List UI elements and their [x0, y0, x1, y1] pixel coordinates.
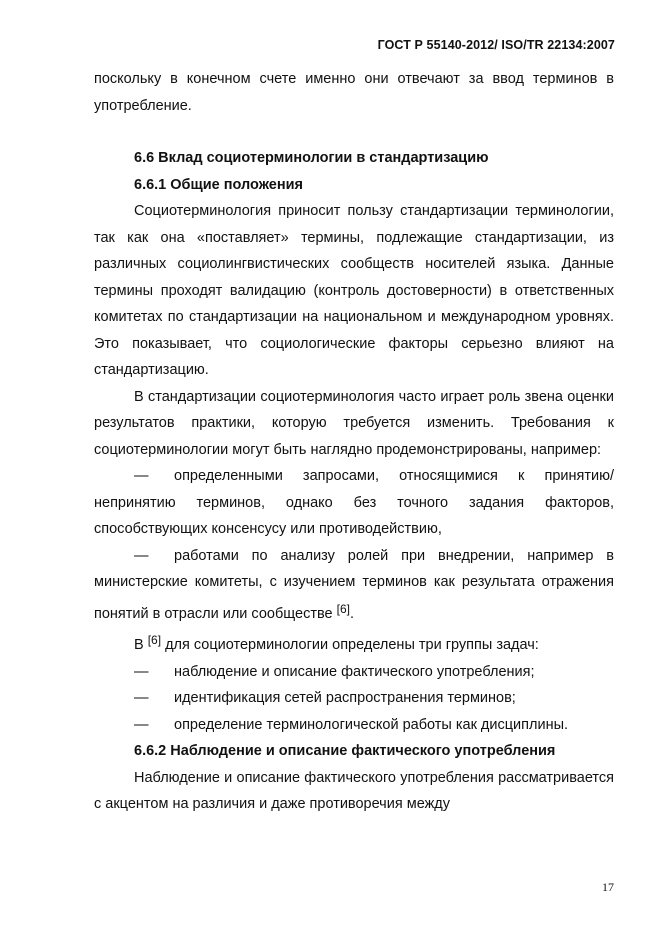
- reference-link: [6]: [336, 601, 350, 616]
- paragraph-suffix: для социотерминологии определены три группы задач:: [165, 637, 539, 653]
- list-item-text: наблюдение и описание фактического употребления;: [174, 663, 535, 680]
- list-item-role-analysis: [94, 543, 614, 628]
- spacer: [94, 119, 614, 145]
- paragraph-task-groups: [94, 627, 614, 659]
- standard-header: ГОСТ Р 55140-2012/ ISO/TR 22134:2007: [377, 38, 615, 52]
- dash-marker: —: [134, 663, 149, 680]
- list-item-text: работами по анализу ролей при внедрении, например в министерские комитеты, с изучением терминов как результата отражения понятий в отрасли или сообществе: [94, 547, 614, 622]
- section-heading-6-6-1: 6.6.1 Общие положения: [134, 176, 303, 193]
- dash-marker: —: [134, 547, 149, 564]
- body-text: [94, 66, 614, 818]
- list-item-text: определенными запросами, относящимися к принятию/непринятию терминов, однако без точного задания факторов, способствующих консенсусу или противодействию,: [94, 468, 614, 537]
- dash-marker: —: [134, 468, 149, 484]
- dash-marker: —: [134, 716, 149, 733]
- list-item-requests: [94, 463, 614, 543]
- list-item-end: .: [349, 605, 354, 622]
- section-heading-6-6-2: 6.6.2 Наблюдение и описание фактического употребления: [134, 743, 556, 759]
- list-item-text: идентификация сетей распространения терминов;: [174, 690, 516, 706]
- paragraph-prefix: В: [134, 637, 144, 653]
- dash-marker: —: [134, 690, 149, 706]
- reference-link: [6]: [147, 633, 162, 647]
- section-heading-6-6: 6.6 Вклад социотерминологии в стандартизацию: [134, 150, 489, 166]
- paragraph-sociotermin-benefit: Социотерминология приносит пользу стандартизации терминологии, так как она «поставляет» термины, подлежащие стандартизации, из различных социолингвистических сообществ носителей языка. Данные термины проходят валидацию (контроль достоверности) в ответственных комитетах по стандартизации на национальном и международном уровнях. Это показывает, что социологические факторы серьезно влияют на стандартизацию.: [94, 203, 614, 378]
- list-item-text: определение терминологической работы как дисциплины.: [174, 716, 569, 733]
- paragraph-standardization-role: В стандартизации социотерминология часто играет роль звена оценки результатов практики, которую требуется изменить. Требования к социотерминологии могут быть наглядно продемонстрированы, например:: [94, 388, 614, 458]
- list-item-task-2: [94, 685, 614, 712]
- intro-paragraph: поскольку в конечном счете именно они отвечают за ввод терминов в употребление.: [94, 71, 614, 114]
- list-item-task-1: [94, 659, 614, 686]
- paragraph-observation: Наблюдение и описание фактического употребления рассматривается с акцентом на различия и даже противоречия между: [94, 769, 614, 812]
- page-number: 17: [602, 880, 614, 894]
- list-item-task-3: [94, 712, 614, 739]
